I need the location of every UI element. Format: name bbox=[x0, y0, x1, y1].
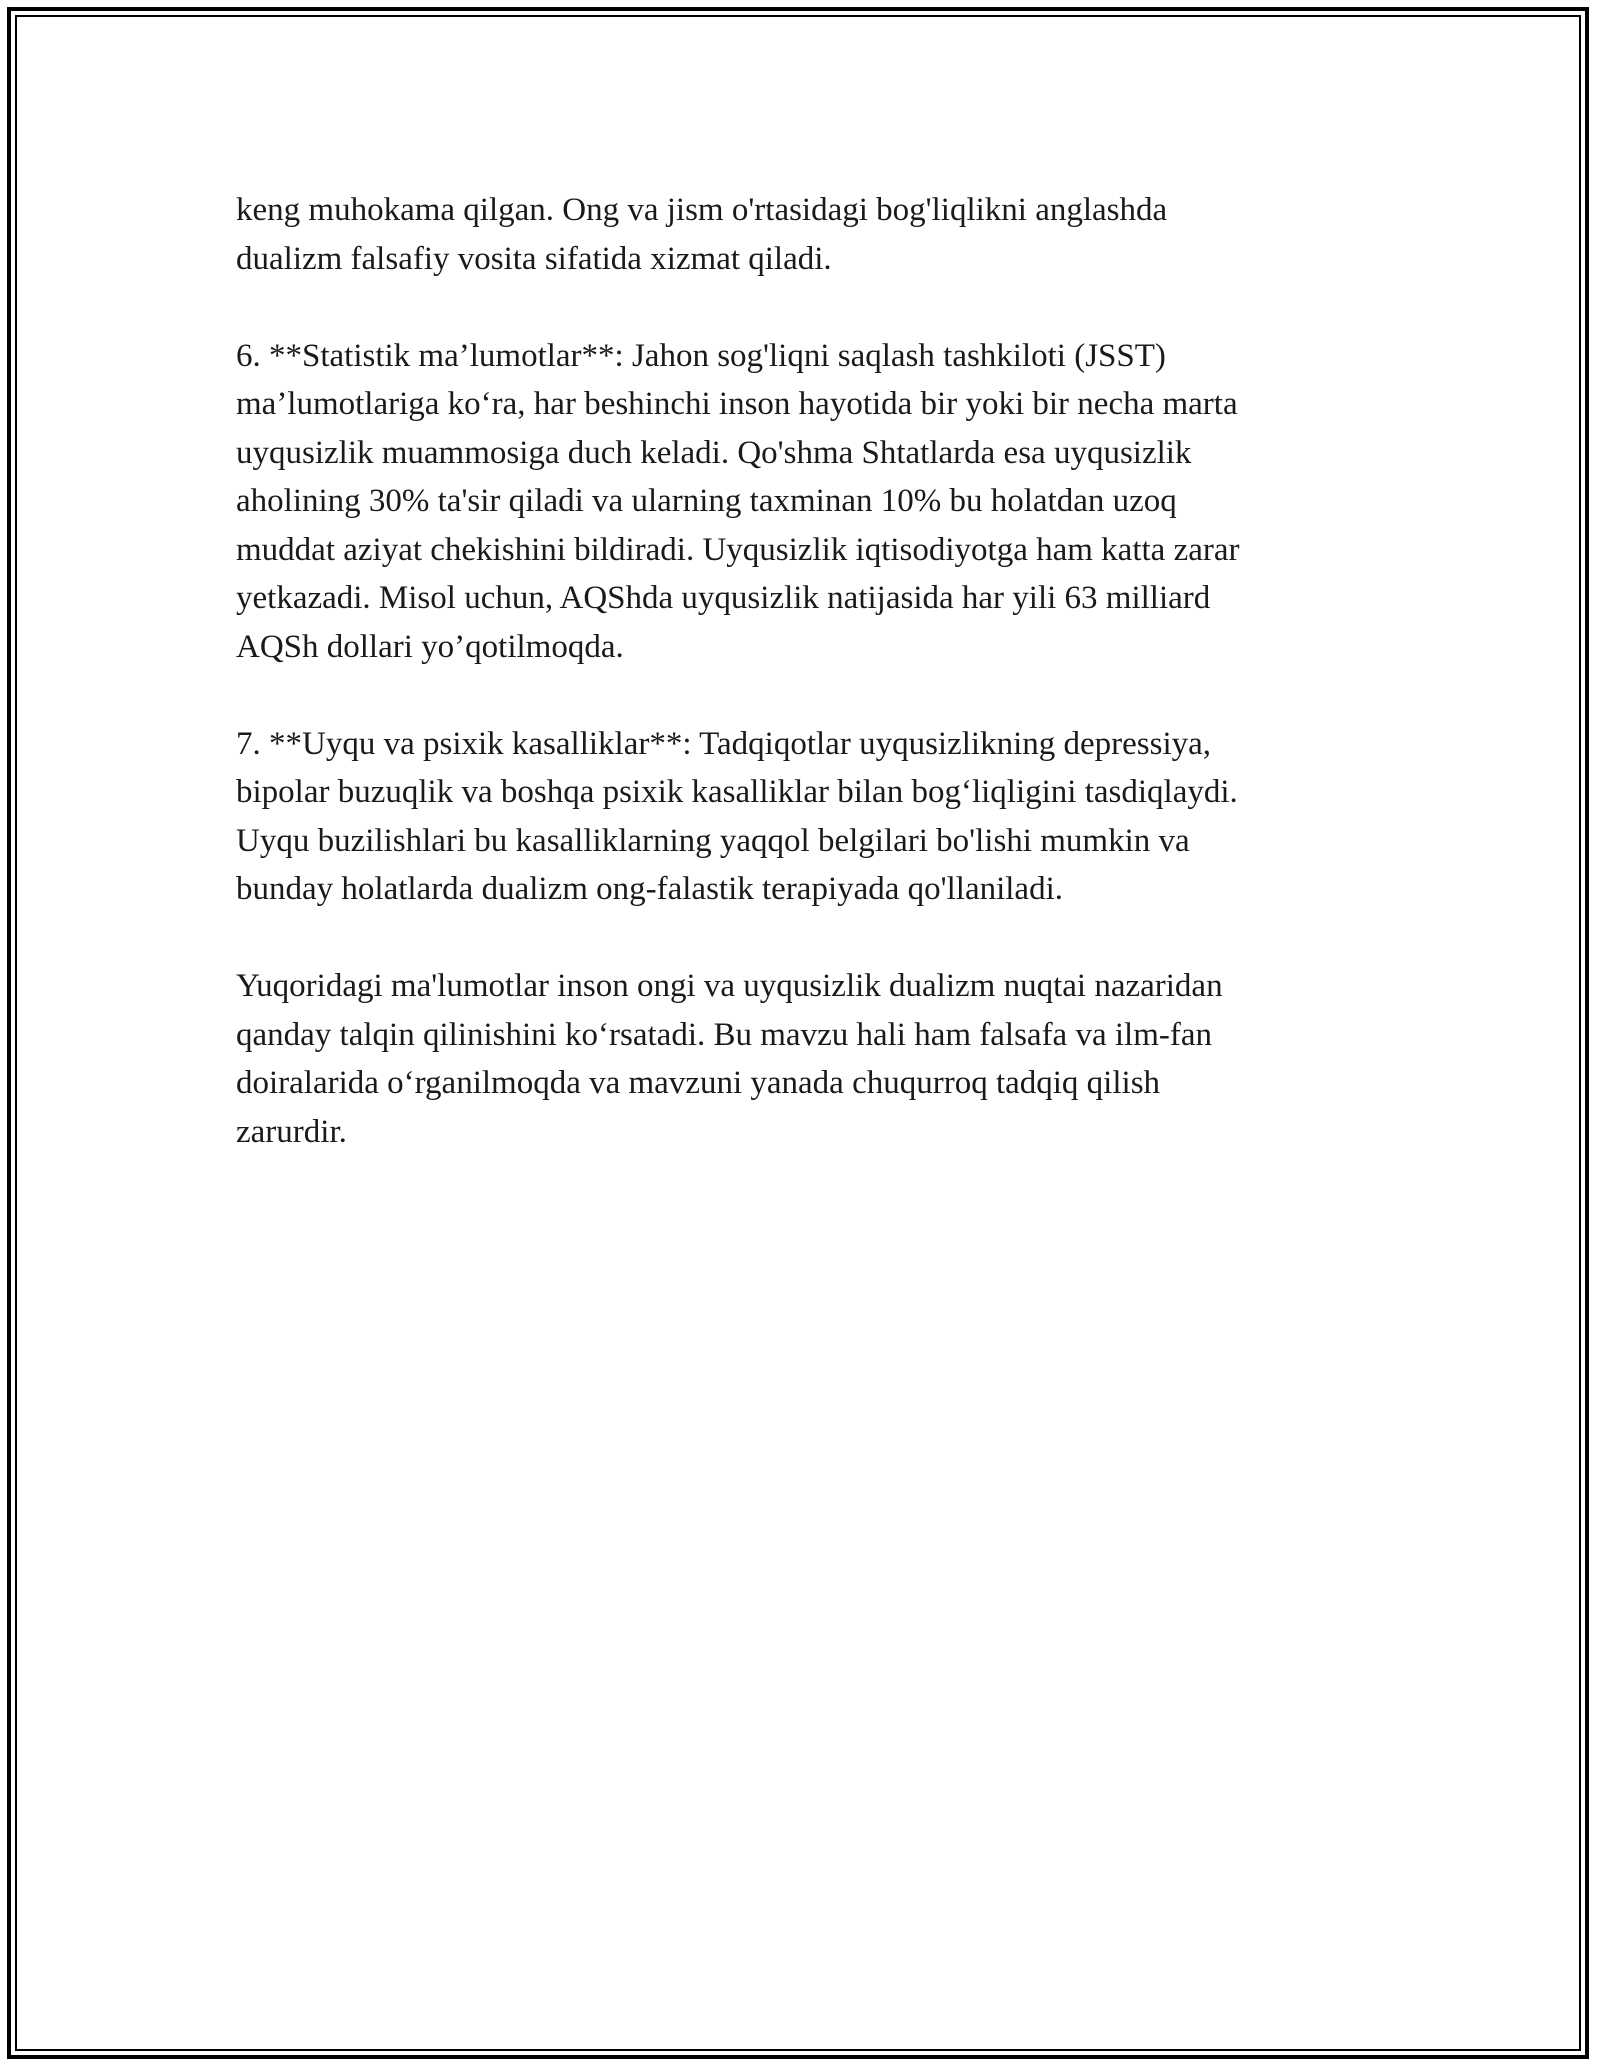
text-line: uyqusizlik muammosiga duch keladi. Qo'shma Shtatlarda esa uyqusizlik bbox=[236, 434, 1192, 471]
text-line: 6. **Statistik ma’lumotlar**: Jahon sog'liqni saqlash tashkiloti (JSST) bbox=[236, 337, 1166, 374]
text-line: 7. **Uyqu va psixik kasalliklar**: Tadqiqotlar uyqusizlikning depressiya, bbox=[236, 725, 1212, 762]
text-line: bipolar buzuqlik va boshqa psixik kasalliklar bilan bog‘liqligini tasdiqlaydi. bbox=[236, 774, 1238, 810]
document-body bbox=[236, 186, 1366, 1205]
text-line: AQSh dollari yo’qotilmoqda. bbox=[236, 628, 624, 665]
paragraph-dualism-continuation bbox=[236, 186, 1366, 283]
text-line: zarurdir. bbox=[236, 1113, 347, 1150]
text-line: yetkazadi. Misol uchun, AQShda uyqusizlik natijasida har yili 63 milliard bbox=[236, 580, 1211, 616]
text-line: Yuqoridagi ma'lumotlar inson ongi va uyqusizlik dualizm nuqtai nazaridan bbox=[236, 968, 1223, 1004]
text-line: Uyqu buzilishlari bu kasalliklarning yaqqol belgilari bo'lishi mumkin va bbox=[236, 822, 1190, 859]
text-line: dualizm falsafiy vosita sifatida xizmat qiladi. bbox=[236, 240, 832, 277]
paragraph-conclusion bbox=[236, 962, 1366, 1156]
text-line: aholining 30% ta'sir qiladi va ularning taxminan 10% bu holatdan uzoq bbox=[236, 483, 1177, 519]
text-line: ma’lumotlariga ko‘ra, har beshinchi inson hayotida bir yoki bir necha marta bbox=[236, 386, 1238, 422]
text-line: doiralarida o‘rganilmoqda va mavzuni yanada chuqurroq tadqiq qilish bbox=[236, 1065, 1161, 1101]
text-line: muddat aziyat chekishini bildiradi. Uyqusizlik iqtisodiyotga ham katta zarar bbox=[236, 531, 1240, 568]
paragraph-sleep-psychiatric bbox=[236, 720, 1366, 914]
text-line: keng muhokama qilgan. Ong va jism o'rtasidagi bog'liqlikni anglashda bbox=[236, 192, 1168, 228]
paragraph-statistics bbox=[236, 332, 1366, 672]
text-line: bunday holatlarda dualizm ong-falastik terapiyada qo'llaniladi. bbox=[236, 871, 1063, 907]
text-line: qanday talqin qilinishini ko‘rsatadi. Bu mavzu hali ham falsafa va ilm-fan bbox=[236, 1016, 1212, 1053]
